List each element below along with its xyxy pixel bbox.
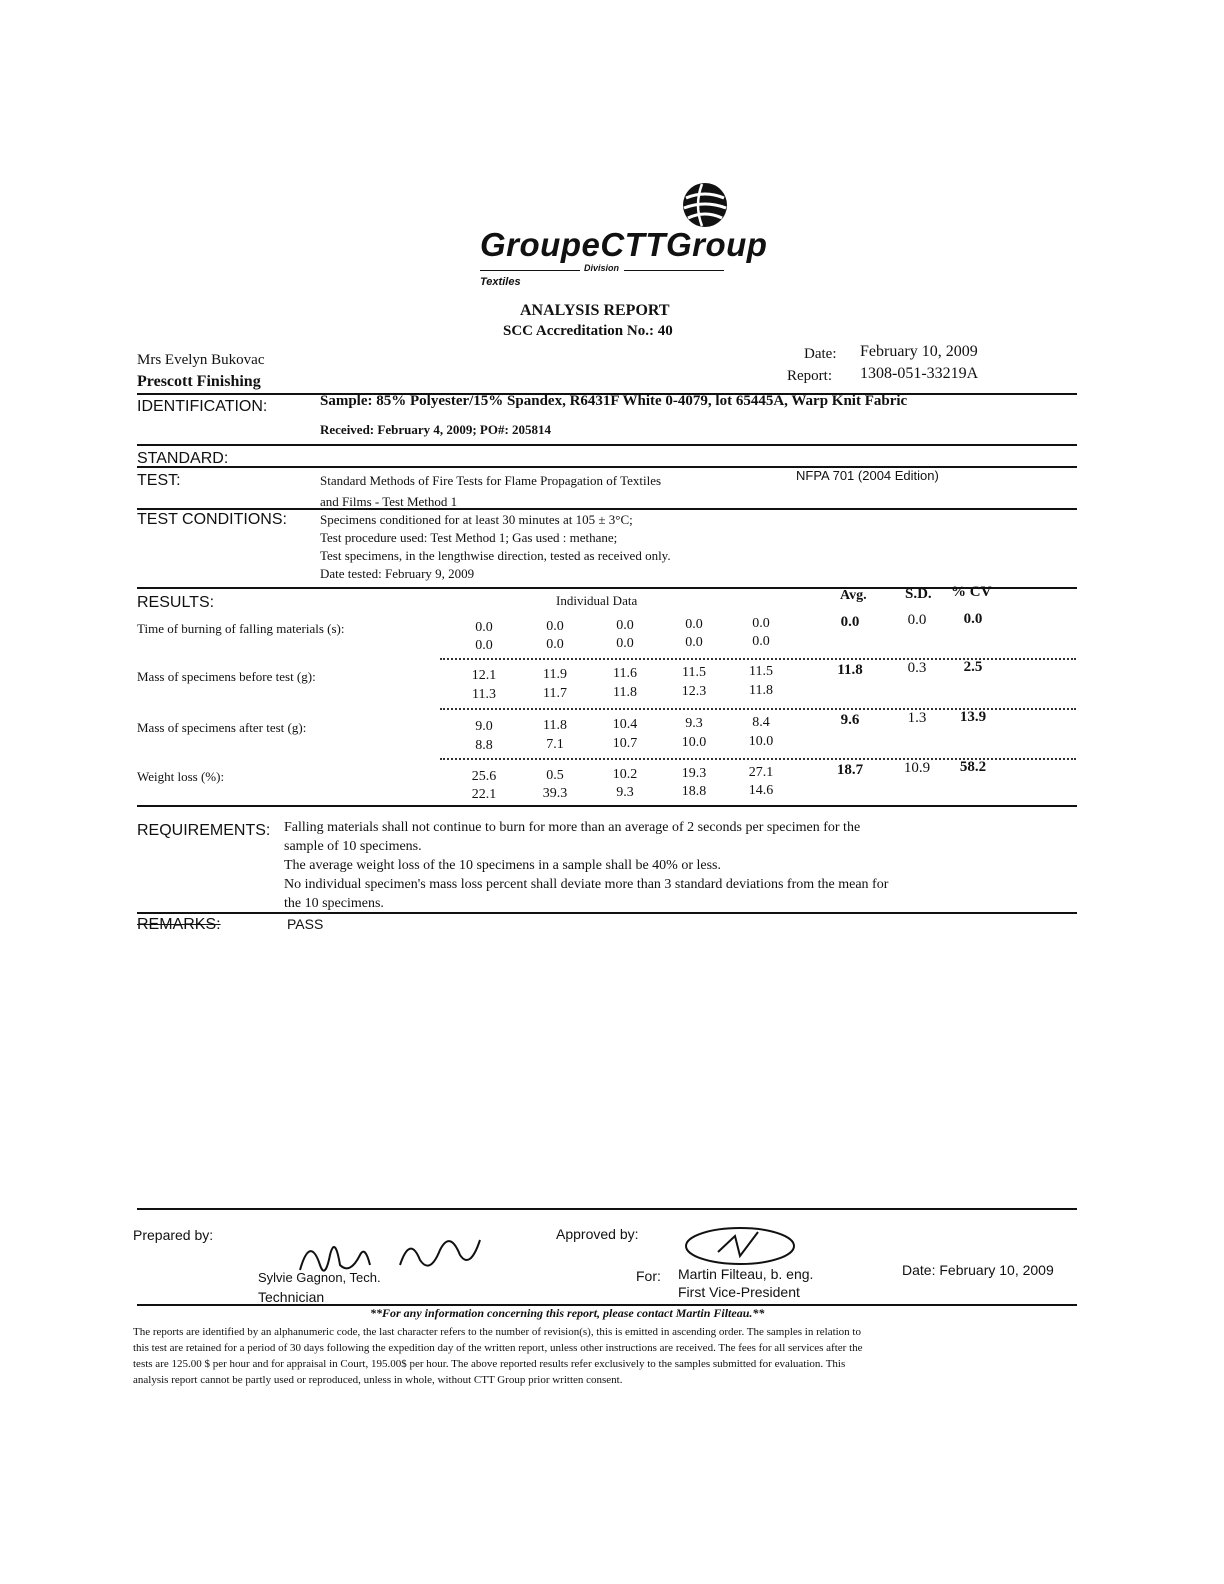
accreditation: SCC Accreditation No.: 40 xyxy=(503,323,673,339)
data-cell: 11.5 xyxy=(682,665,706,680)
logo-textiles: Textiles xyxy=(480,276,521,288)
data-cell: 12.1 xyxy=(471,668,497,683)
data-cell: 0.0 xyxy=(685,635,703,650)
data-cell: 9.0 xyxy=(475,719,493,734)
logo-rule-right xyxy=(624,270,724,271)
data-cell: 0.0 xyxy=(546,619,564,634)
data-cell: 8.8 xyxy=(475,738,493,753)
data-cell: 39.3 xyxy=(542,786,568,801)
conditions-line: Test procedure used: Test Method 1; Gas used : methane; xyxy=(320,530,618,545)
logo-rule-left xyxy=(480,270,580,271)
rule-results xyxy=(137,805,1077,807)
requirements-lines xyxy=(284,818,1064,913)
data-cell: 14.6 xyxy=(748,783,774,798)
data-cell: 0.0 xyxy=(616,636,634,651)
company-logo xyxy=(480,180,768,290)
test-label: TEST: xyxy=(137,472,181,489)
requirement-line: the 10 specimens. xyxy=(284,896,384,911)
requirements-label: REQUIREMENTS: xyxy=(137,822,271,839)
test-line1: Standard Methods of Fire Tests for Flame Propagation of Textiles xyxy=(320,473,662,488)
footer-line: analysis report cannot be partly used or reproduced, unless in whole, without CTT Group prior written consent. xyxy=(133,1374,623,1386)
footer-line: tests are 125.00 $ per hour and for appraisal in Court, 195.00$ per hour. The above reported results refer exclusively to the samples submitted for evaluation. This xyxy=(133,1358,846,1370)
conditions-line: Date tested: February 9, 2009 xyxy=(320,566,475,581)
data-cell: 10.7 xyxy=(612,736,638,751)
prepared-label: Prepared by: xyxy=(133,1227,214,1243)
individual-data-header: Individual Data xyxy=(556,593,638,608)
report-value: 1308-051-33219A xyxy=(860,365,979,382)
client-name: Mrs Evelyn Bukovac xyxy=(137,352,265,368)
data-cell: 27.1 xyxy=(748,765,774,780)
for-label: For: xyxy=(636,1268,661,1284)
cv-value: 58.2 xyxy=(959,759,987,775)
data-cell: 11.3 xyxy=(472,687,496,702)
data-cell: 7.1 xyxy=(546,737,564,752)
data-cell: 11.7 xyxy=(543,686,567,701)
date-value: February 10, 2009 xyxy=(860,343,978,360)
cv-header: % CV xyxy=(951,584,992,600)
rule-conditions xyxy=(137,587,1077,589)
data-cell: 0.5 xyxy=(546,768,564,783)
conditions-line: Test specimens, in the lengthwise direction, tested as received only. xyxy=(320,548,671,563)
cv-value: 13.9 xyxy=(959,709,987,725)
signature-date: Date: February 10, 2009 xyxy=(902,1262,1054,1278)
approved-label: Approved by: xyxy=(556,1226,639,1242)
conditions-lines xyxy=(320,511,671,583)
date-label: Date: xyxy=(804,346,837,362)
client-company: Prescott Finishing xyxy=(137,373,261,390)
row-name: Mass of specimens after test (g): xyxy=(137,720,307,735)
data-cell: 0.0 xyxy=(752,616,770,631)
sd-value: 0.0 xyxy=(907,612,927,628)
identification-sample: Sample: 85% Polyester/15% Spandex, R6431F White 0-4079, lot 65445A, Warp Knit Fabric xyxy=(320,393,908,409)
avg-header: Avg. xyxy=(840,588,867,603)
sd-value: 1.3 xyxy=(907,710,927,726)
sd-value: 0.3 xyxy=(907,660,927,676)
data-cell: 0.0 xyxy=(475,638,493,653)
data-cell: 0.0 xyxy=(616,618,634,633)
avg-value: 0.0 xyxy=(840,614,860,630)
data-cell: 10.2 xyxy=(612,767,638,782)
data-cell: 11.5 xyxy=(749,664,773,679)
data-cell: 11.8 xyxy=(749,683,773,698)
data-cell: 9.3 xyxy=(685,716,703,731)
footer-line: The reports are identified by an alphanumeric code, the last character refers to the number of revision(s), this is emitted in ascending order. The samples in relation to xyxy=(133,1326,861,1338)
row-name: Weight loss (%): xyxy=(137,769,225,784)
cv-value: 0.0 xyxy=(963,611,983,627)
requirement-line: The average weight loss of the 10 specimens in a sample shall be 40% or less. xyxy=(284,858,721,873)
conditions-label: TEST CONDITIONS: xyxy=(137,511,287,528)
data-cell: 11.6 xyxy=(613,666,637,681)
data-cell: 0.0 xyxy=(475,620,493,635)
logo-division: Division xyxy=(584,263,620,273)
rule-signatures xyxy=(137,1208,1077,1210)
data-cell: 10.0 xyxy=(748,734,774,749)
sd-header: S.D. xyxy=(905,586,932,602)
data-cell: 22.1 xyxy=(471,787,497,802)
data-cell: 0.0 xyxy=(685,617,703,632)
data-cell: 11.8 xyxy=(543,718,567,733)
logo-wordmark: GroupeCTTGroup xyxy=(480,226,768,263)
avg-value: 9.6 xyxy=(840,712,860,728)
globe-icon xyxy=(680,180,730,230)
data-cell: 10.4 xyxy=(612,717,638,732)
footer-lines xyxy=(133,1324,1077,1388)
approver-name: Martin Filteau, b. eng. xyxy=(678,1266,814,1282)
data-cell: 0.0 xyxy=(546,637,564,652)
footer-line: this test are retained for a period of 30 days following the expedition day of the written report, unless other instructions are received. The fees for all services after the xyxy=(133,1342,863,1354)
test-line2: and Films - Test Method 1 xyxy=(320,494,458,509)
data-cell: 0.0 xyxy=(752,634,770,649)
data-cell: 12.3 xyxy=(681,684,707,699)
data-cell: 25.6 xyxy=(471,769,497,784)
data-cell: 9.3 xyxy=(616,785,634,800)
sd-value: 10.9 xyxy=(903,760,931,776)
preparer-name: Sylvie Gagnon, Tech. xyxy=(258,1270,381,1285)
footer-contact: **For any information concerning this report, please contact Martin Filteau.** xyxy=(370,1306,765,1320)
row-name: Mass of specimens before test (g): xyxy=(137,669,316,684)
rule-requirements xyxy=(137,912,1077,914)
remarks-label: REMARKS: xyxy=(137,916,221,933)
requirement-line: Falling materials shall not continue to burn for more than an average of 2 seconds per specimen for the xyxy=(284,820,861,835)
results-label: RESULTS: xyxy=(137,594,215,611)
row-name: Time of burning of falling materials (s): xyxy=(137,621,345,636)
standard-label: STANDARD: xyxy=(137,450,229,467)
data-cell: 10.0 xyxy=(681,735,707,750)
preparer-title: Technician xyxy=(258,1289,325,1305)
identification-received: Received: February 4, 2009; PO#: 205814 xyxy=(320,422,552,437)
cv-value: 2.5 xyxy=(963,659,983,675)
requirement-line: sample of 10 specimens. xyxy=(284,839,422,854)
requirement-line: No individual specimen's mass loss percent shall deviate more than 3 standard deviations from the mean for xyxy=(284,877,889,892)
data-cell: 11.9 xyxy=(543,667,567,682)
conditions-line: Specimens conditioned for at least 30 minutes at 105 ± 3°C; xyxy=(320,512,633,527)
rule-identification xyxy=(137,444,1077,446)
test-code: NFPA 701 (2004 Edition) xyxy=(796,468,939,483)
data-cell: 19.3 xyxy=(681,766,707,781)
avg-value: 18.7 xyxy=(836,762,864,778)
data-cell: 18.8 xyxy=(681,784,707,799)
data-cell: 8.4 xyxy=(752,715,770,730)
data-cell: 11.8 xyxy=(613,685,637,700)
report-title: ANALYSIS REPORT xyxy=(520,302,670,319)
report-label: Report: xyxy=(787,368,832,384)
identification-label: IDENTIFICATION: xyxy=(137,398,268,415)
rule-test xyxy=(137,508,1077,510)
approver-signature xyxy=(680,1222,800,1272)
avg-value: 11.8 xyxy=(837,662,863,678)
remarks-value: PASS xyxy=(287,916,324,932)
approver-title: First Vice-President xyxy=(678,1284,800,1300)
